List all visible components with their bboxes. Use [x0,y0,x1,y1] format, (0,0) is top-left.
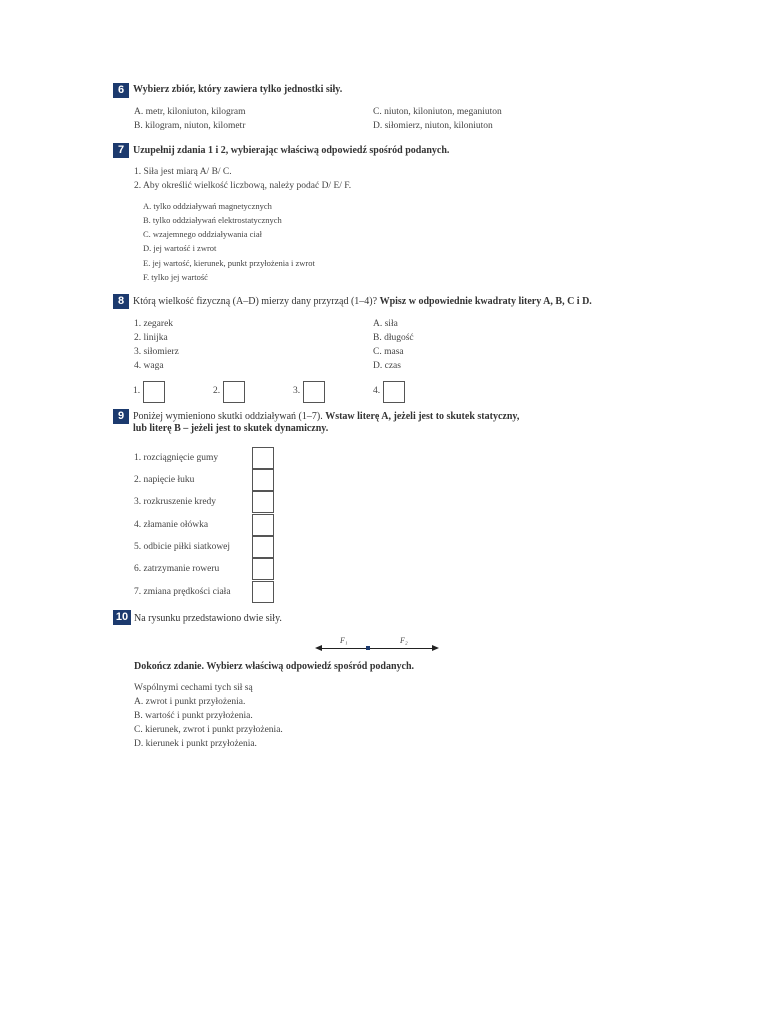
q10-option-a: A. zwrot i punkt przyłożenia. [134,697,246,707]
question-title-9-line-2: lub literę B – jeżeli jest to skutek dynamiczny. [133,423,329,434]
question-title-7: Uzupełnij zdania 1 i 2, wybierając właściwą odpowiedź spośród podanych. [133,145,450,156]
q9-answer-box-6[interactable] [252,558,274,580]
arrow-right-icon [432,645,439,651]
q7-sentence-2: 2. Aby określić wielkość liczbową, należy podać D/ E/ F. [134,181,352,191]
q8-instrument-1: 1. zegarek [134,319,174,329]
q9-answer-box-4[interactable] [252,514,274,536]
q8-instrument-3: 3. siłomierz [134,347,179,357]
q10-option-d: D. kierunek i punkt przyłożenia. [134,739,257,749]
q8-answer-box-1[interactable] [143,381,165,403]
q7-option-a: A. tylko oddziaływań magnetycznych [143,201,272,211]
q9-answer-box-7[interactable] [252,581,274,603]
question-title-10: Na rysunku przedstawiono dwie siły. [134,613,282,624]
q8-instrument-4: 4. waga [134,361,164,371]
arrow-left-icon [315,645,322,651]
q9-item-7: 7. zmiana prędkości ciała [134,587,231,597]
question-number-8: 8 [113,294,129,309]
q9-item-2: 2. napięcie łuku [134,475,195,485]
q8-answer-box-2[interactable] [223,381,245,403]
q6-option-c: C. niuton, kiloniuton, meganiuton [373,107,502,117]
q7-option-b: B. tylko oddziaływań elektrostatycznych [143,215,282,225]
q8-box-label-3: 3. [293,386,301,396]
q8-box-label-4: 4. [373,386,381,396]
question-number-10: 10 [113,610,131,625]
question-title-8: Którą wielkość fizyczną (A–D) mierzy dany przyrząd (1–4)? Wpisz w odpowiednie kwadraty litery A, B, C i D. [133,296,592,307]
q8-quantity-b: B. długość [373,333,414,343]
question-number-6: 6 [113,83,129,98]
question-number-7: 7 [113,143,129,158]
q7-option-e: E. jej wartość, kierunek, punkt przyłożenia i zwrot [143,258,315,268]
q8-box-label-1: 1. [133,386,141,396]
q9-answer-box-1[interactable] [252,447,274,469]
q9-item-3: 3. rozkruszenie kredy [134,497,217,507]
application-point-icon [366,646,370,650]
q7-option-f: F. tylko jej wartość [143,272,208,282]
q8-answer-box-4[interactable] [383,381,405,403]
q9-answer-box-5[interactable] [252,536,274,558]
q10-option-b: B. wartość i punkt przyłożenia. [134,711,253,721]
question-10-subtitle: Dokończ zdanie. Wybierz właściwą odpowiedź spośród podanych. [134,661,415,672]
force-diagram-svg [314,640,444,656]
question-number-9: 9 [113,409,129,424]
q9-answer-box-3[interactable] [252,491,274,513]
q9-item-4: 4. złamanie ołówka [134,520,209,530]
q10-option-c: C. kierunek, zwrot i punkt przyłożenia. [134,725,283,735]
q8-instrument-2: 2. linijka [134,333,168,343]
q8-box-label-2: 2. [213,386,221,396]
force-label-f1: F₁ [340,636,348,645]
q9-item-1: 1. rozciągnięcie gumy [134,453,219,463]
q6-option-b: B. kilogram, niuton, kilometr [134,121,246,131]
force-label-f2: F₂ [400,636,408,645]
q9-answer-box-2[interactable] [252,469,274,491]
q9-item-6: 6. zatrzymanie roweru [134,564,220,574]
q6-option-a: A. metr, kiloniuton, kilogram [134,107,246,117]
q10-stem: Wspólnymi cechami tych sił są [134,683,253,693]
question-title-6: Wybierz zbiór, który zawiera tylko jednostki siły. [133,84,343,95]
q8-quantity-a: A. siła [373,319,398,329]
q7-option-c: C. wzajemnego oddziaływania ciał [143,229,262,239]
q7-sentence-1: 1. Siła jest miarą A/ B/ C. [134,167,232,177]
q6-option-d: D. siłomierz, niuton, kiloniuton [373,121,493,131]
q8-quantity-d: D. czas [373,361,401,371]
q7-option-d: D. jej wartość i zwrot [143,243,217,253]
question-title-9-line-1: Poniżej wymieniono skutki oddziaływań (1–7). Wstaw literę A, jeżeli jest to skutek statyczny, [133,411,520,422]
q9-item-5: 5. odbicie piłki siatkowej [134,542,231,552]
q8-quantity-c: C. masa [373,347,404,357]
q8-answer-box-3[interactable] [303,381,325,403]
